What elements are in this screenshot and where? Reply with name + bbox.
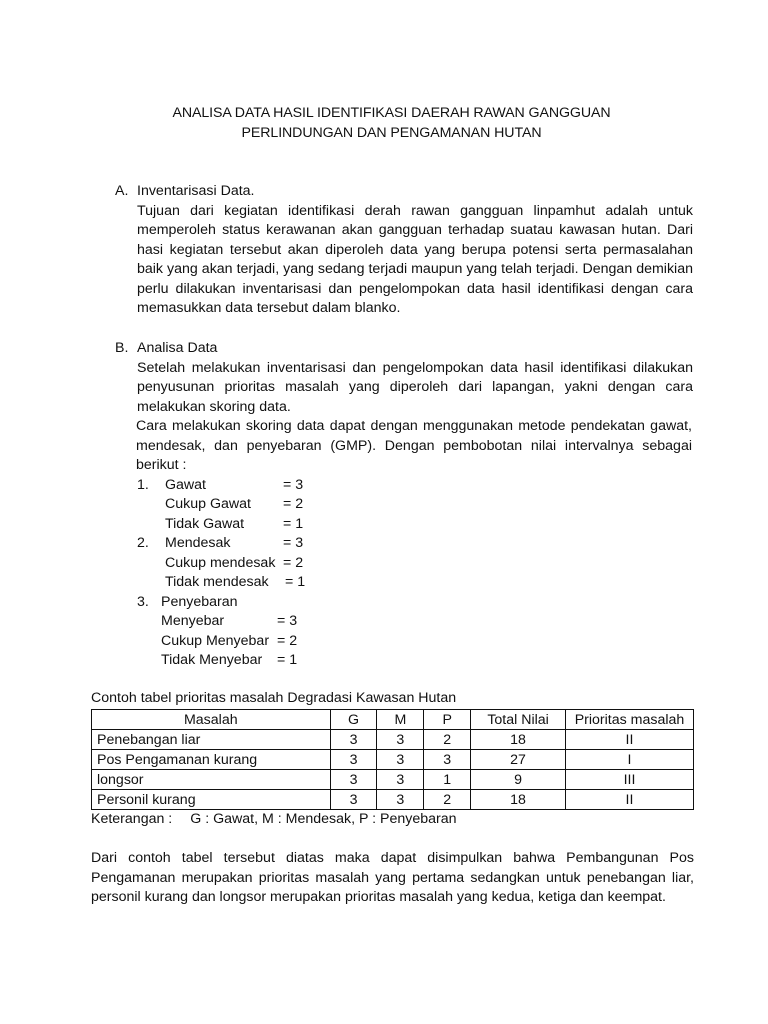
section-a-letter: A. [115,183,129,199]
cell-m: 3 [377,790,424,810]
criteria-3-title: Penyebaran [161,593,238,610]
criteria-label: Tidak Menyebar [161,652,263,668]
table-legend [91,810,457,830]
criteria-label: Tidak Gawat [165,515,245,532]
header-m: M [377,710,424,730]
criteria-3-item-3 [137,651,437,671]
cell-m: 3 [377,770,424,790]
cell-prioritas: III [566,770,694,790]
criteria-label: Mendesak [165,535,231,551]
table-row [92,750,694,770]
criteria-value: = 2 [283,496,304,512]
cell-prioritas: I [566,750,694,770]
criteria-value: = 3 [277,613,298,629]
header-prioritas: Prioritas masalah [566,710,694,730]
header-g: G [330,710,377,730]
criteria-2-number: 2. [137,535,149,551]
cell-total: 18 [471,730,566,750]
priority-table [91,709,694,810]
section-b [115,339,695,671]
criteria-label: Tidak mendesak [165,574,269,590]
title-line-1: ANALISA DATA HASIL IDENTIFIKASI DAERAH RAWAN GANGGUAN [172,105,611,121]
legend-text: G : Gawat, M : Mendesak, P : Penyebaran [190,811,457,827]
table-caption: Contoh tabel prioritas masalah Degradasi Kawasan Hutan [91,690,457,706]
cell-g: 3 [330,730,377,750]
cell-g: 3 [330,750,377,770]
cell-m: 3 [377,730,424,750]
cell-total: 9 [471,770,566,790]
criteria-2-item-1 [137,534,437,554]
cell-g: 3 [330,770,377,790]
cell-g: 3 [330,790,377,810]
scoring-criteria-list [137,476,437,671]
section-b-paragraph-2: Cara melakukan skoring data dapat dengan menggunakan metode pendekatan gawat, mendesak, dan penyebaran (GMP). Dengan pembobotan nilai intervalnya sebagai berikut : [136,418,692,473]
criteria-2-item-3 [137,573,437,593]
criteria-label: Cukup Menyebar [161,632,270,649]
cell-masalah: longsor [92,770,331,790]
criteria-value: = 1 [283,515,304,532]
section-a-heading [115,182,695,202]
criteria-value: = 2 [277,632,298,649]
criteria-1-number: 1. [137,476,149,493]
criteria-label: Cukup Gawat [165,496,251,512]
criteria-label: Gawat [165,476,207,493]
document-title [90,104,693,143]
criteria-1-item-1 [137,476,437,496]
criteria-value: = 1 [285,574,306,590]
criteria-2-item-2 [137,554,437,574]
criteria-1-item-2 [137,495,437,515]
header-masalah: Masalah [92,710,331,730]
criteria-3-item-2 [137,632,437,652]
table-row [92,770,694,790]
title-line-2: PERLINDUNGAN DAN PENGAMANAN HUTAN [241,124,542,141]
cell-masalah: Penebangan liar [92,730,331,750]
cell-total: 27 [471,750,566,770]
section-a [115,182,695,319]
section-b-title: Analisa Data [137,340,218,356]
criteria-3-heading [137,593,437,613]
section-a-title: Inventarisasi Data. [137,183,255,199]
criteria-3-item-1 [137,612,437,632]
criteria-label: Menyebar [161,613,225,629]
cell-masalah: Pos Pengamanan kurang [92,750,331,770]
criteria-value: = 2 [283,554,304,571]
criteria-1-item-3 [137,515,437,535]
cell-prioritas: II [566,790,694,810]
cell-prioritas: II [566,730,694,750]
criteria-3-number: 3. [137,593,149,610]
section-a-paragraph: Tujuan dari kegiatan identifikasi derah rawan gangguan linpamhut adalah untuk memperoleh status kerawanan akan gangguan terhadap suatau kawasan hutan. Dari hasi kegiatan tersebut akan diperoleh data yang berupa potensi serta permasalahan baik yang akan terjadi, yang sedang terjadi maupun yang telah terjadi. Dengan demikian perlu dilakukan inventarisasi dan pengelompokan data hasil identifikasi dengan cara memasukkan data tersebut dalam blanko. [137,202,693,316]
header-total-nilai: Total Nilai [471,710,566,730]
cell-p: 2 [424,790,471,810]
cell-p: 1 [424,770,471,790]
cell-total: 18 [471,790,566,810]
cell-masalah: Personil kurang [92,790,331,810]
conclusion-paragraph: Dari contoh tabel tersebut diatas maka dapat disimpulkan bahwa Pembangunan Pos Pengamanan merupakan prioritas masalah yang pertama sedangkan untuk penebangan liar, personil kurang dan longsor merupakan prioritas masalah yang kedua, ketiga dan keempat. [91,850,694,905]
table-header-row [92,710,694,730]
cell-p: 3 [424,750,471,770]
header-p: P [424,710,471,730]
section-b-paragraph-1: Setelah melakukan inventarisasi dan pengelompokan data hasil identifikasi dilakukan penyusunan prioritas masalah yang diperoleh dari lapangan, yakni dengan cara melakukan skoring data. [137,359,693,415]
criteria-label: Cukup mendesak [165,554,276,571]
section-b-letter: B. [115,340,129,356]
legend-label: Keterangan : [91,811,173,827]
cell-m: 3 [377,750,424,770]
section-b-heading [115,339,695,359]
cell-p: 2 [424,730,471,750]
criteria-value: = 1 [277,652,298,668]
criteria-value: = 3 [283,535,304,551]
criteria-value: = 3 [283,476,304,493]
table-row [92,730,694,750]
table-row [92,790,694,810]
